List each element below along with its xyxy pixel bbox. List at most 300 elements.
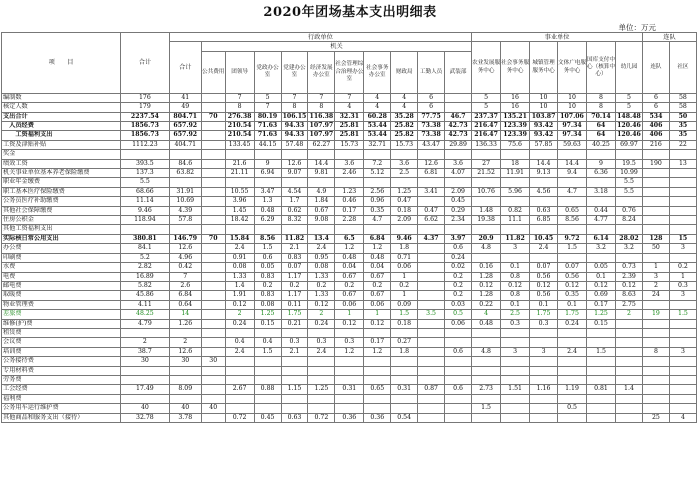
table-cell [558, 150, 587, 159]
table-cell: 1.2 [364, 244, 391, 253]
table-cell [642, 197, 669, 206]
table-cell [418, 178, 445, 187]
table-cell: 4 [364, 103, 391, 112]
table-cell: 40 [201, 404, 225, 413]
table-cell: 44.15 [254, 140, 281, 149]
table-cell: 0.96 [364, 197, 391, 206]
table-cell: 1 [335, 310, 364, 319]
table-cell [169, 225, 201, 234]
table-cell: 1.51 [501, 385, 530, 394]
header-jiguan: 机关 [201, 42, 471, 51]
table-cell: 19.5 [615, 159, 642, 168]
table-cell [642, 328, 669, 337]
table-cell: 9.46 [121, 206, 170, 215]
table-row [2, 338, 697, 347]
table-cell: 71.63 [254, 122, 281, 131]
row-label: 差旅费 [2, 310, 121, 319]
header-sub-2: 团领导 [225, 51, 254, 93]
table-cell [281, 404, 308, 413]
table-cell: 32.78 [121, 413, 170, 422]
table-cell: 9.07 [281, 169, 308, 178]
table-cell: 7 [335, 93, 364, 102]
table-cell: 7 [308, 93, 335, 102]
table-row [2, 206, 697, 215]
table-cell [281, 394, 308, 403]
table-cell [308, 328, 335, 337]
table-cell [587, 150, 616, 159]
table-cell: 0.05 [254, 263, 281, 272]
table-cell: 93.42 [530, 131, 558, 140]
table-cell: 0.36 [335, 413, 364, 422]
table-cell: 64 [587, 122, 616, 131]
table-cell: 0.08 [308, 263, 335, 272]
table-cell [254, 357, 281, 366]
table-row [2, 385, 697, 394]
table-cell [391, 150, 418, 159]
table-row [2, 112, 697, 121]
table-cell: 0.2 [669, 263, 696, 272]
table-cell: 1.33 [308, 272, 335, 281]
table-cell: 1 [364, 310, 391, 319]
table-cell [391, 366, 418, 375]
table-cell [201, 319, 225, 328]
table-row [2, 263, 697, 272]
table-cell: 0.72 [308, 413, 335, 422]
table-cell [445, 404, 472, 413]
table-cell: 0.54 [391, 413, 418, 422]
table-cell [445, 357, 472, 366]
table-cell: 0.5 [558, 404, 587, 413]
table-cell: 8.32 [281, 216, 308, 225]
table-cell [530, 375, 558, 384]
table-cell: 4.7 [364, 216, 391, 225]
table-cell [201, 310, 225, 319]
table-cell: 0.87 [418, 385, 445, 394]
table-cell: 0.15 [254, 319, 281, 328]
table-cell [587, 197, 616, 206]
table-cell: 404.71 [169, 140, 201, 149]
table-cell: 0.03 [445, 300, 472, 309]
table-cell: 1.5 [391, 310, 418, 319]
table-cell: 3 [501, 244, 530, 253]
table-cell: 0.3 [335, 338, 364, 347]
table-cell: 123.39 [501, 122, 530, 131]
table-cell: 2 [121, 338, 170, 347]
table-cell: 137.3 [121, 169, 170, 178]
table-cell: 10.99 [615, 169, 642, 178]
table-row [2, 187, 697, 196]
table-cell [121, 375, 170, 384]
table-cell: 2.67 [225, 385, 254, 394]
table-cell: 0.17 [587, 300, 616, 309]
table-cell [201, 140, 225, 149]
table-cell: 2.28 [335, 216, 364, 225]
table-cell: 8 [587, 103, 616, 112]
table-cell: 0.12 [530, 281, 558, 290]
table-cell [121, 394, 170, 403]
table-row [2, 319, 697, 328]
table-cell [587, 375, 616, 384]
table-cell [364, 328, 391, 337]
table-cell: 68.66 [121, 187, 170, 196]
table-cell: 190 [642, 159, 669, 168]
table-cell: 5.5 [121, 178, 170, 187]
table-cell [391, 394, 418, 403]
table-row [2, 300, 697, 309]
table-cell: 0.48 [364, 253, 391, 262]
table-cell: 0.16 [472, 263, 501, 272]
table-cell: 0.12 [308, 300, 335, 309]
table-cell: 5.82 [121, 281, 170, 290]
table-cell: 2.1 [281, 347, 308, 356]
row-label: 培训费 [2, 347, 121, 356]
table-cell [642, 319, 669, 328]
table-cell [169, 375, 201, 384]
table-cell [558, 375, 587, 384]
header-sub-11: 农业发展服务中心 [472, 42, 501, 93]
table-cell [335, 150, 364, 159]
table-cell: 106.15 [282, 112, 307, 120]
table-cell: 0.46 [335, 197, 364, 206]
table-cell: 1.25 [308, 385, 335, 394]
row-label: 公务用车运行维护费 [2, 404, 121, 413]
table-cell: 0.5 [445, 310, 472, 319]
table-cell [669, 328, 696, 337]
table-cell: 6 [642, 93, 669, 102]
table-cell [225, 150, 254, 159]
table-cell [501, 413, 530, 422]
table-cell: 406 [642, 131, 669, 140]
table-cell [530, 357, 558, 366]
table-row [2, 244, 697, 253]
table-cell [669, 385, 696, 394]
table-cell [615, 357, 642, 366]
table-cell: 0.2 [254, 281, 281, 290]
table-cell: 0.83 [281, 253, 308, 262]
table-cell [501, 225, 530, 234]
table-cell: 9.81 [308, 169, 335, 178]
table-cell [530, 404, 558, 413]
table-cell [201, 263, 225, 272]
table-cell: 30 [121, 357, 170, 366]
table-cell [558, 197, 587, 206]
table-cell [308, 357, 335, 366]
table-cell [445, 93, 472, 102]
row-label: 绩效工资 [2, 159, 121, 168]
table-cell [169, 150, 201, 159]
table-cell: 2.73 [472, 385, 501, 394]
row-label: 工资福利支出 [2, 131, 121, 140]
table-cell: 0.1 [558, 300, 587, 309]
table-cell: 5 [472, 103, 501, 112]
table-cell [201, 225, 225, 234]
table-cell: 97.34 [558, 122, 587, 131]
table-cell: 60.28 [364, 112, 391, 121]
table-cell [501, 328, 530, 337]
table-cell: 17.49 [121, 385, 170, 394]
table-cell: 4.8 [472, 244, 501, 253]
table-cell [530, 178, 558, 187]
table-cell: 133.45 [225, 140, 254, 149]
table-cell [364, 375, 391, 384]
row-label: 其他社会保障缴费 [2, 206, 121, 215]
table-cell: 0.4 [254, 338, 281, 347]
table-cell [530, 413, 558, 422]
table-cell [530, 366, 558, 375]
table-cell: 380.81 [121, 234, 170, 243]
table-cell: 116.38 [309, 112, 334, 120]
table-cell: 0.15 [587, 319, 616, 328]
table-cell: 0.44 [587, 206, 616, 215]
table-cell [558, 394, 587, 403]
table-cell [364, 357, 391, 366]
table-row [2, 357, 697, 366]
table-cell [445, 225, 472, 234]
header-sub-7: 社会事务办公室 [364, 51, 391, 93]
table-row [2, 225, 697, 234]
table-row [2, 347, 697, 356]
table-cell: 4.79 [121, 319, 170, 328]
table-cell: 148.48 [617, 112, 641, 120]
table-cell [501, 197, 530, 206]
table-cell: 70 [201, 234, 225, 243]
table-cell: 29.89 [445, 140, 472, 149]
table-cell: 1.23 [335, 187, 364, 196]
table-cell [472, 225, 501, 234]
table-cell [201, 338, 225, 347]
table-cell: 6.94 [254, 169, 281, 178]
table-cell [418, 244, 445, 253]
table-cell [418, 197, 445, 206]
table-cell [615, 150, 642, 159]
table-cell: 0.8 [501, 291, 530, 300]
table-cell: 0.12 [335, 319, 364, 328]
row-label: 印刷费 [2, 253, 121, 262]
table-cell [669, 187, 696, 196]
table-cell: 93.42 [530, 122, 558, 131]
table-cell [201, 122, 225, 131]
table-cell: 1.75 [281, 310, 308, 319]
table-cell: 12.6 [418, 159, 445, 168]
table-cell [418, 319, 445, 328]
table-cell: 5.5 [615, 178, 642, 187]
table-cell [201, 291, 225, 300]
table-cell: 1.33 [308, 291, 335, 300]
table-cell [587, 413, 616, 422]
row-label: 奖金 [2, 150, 121, 159]
table-cell: 3.97 [445, 234, 472, 243]
table-cell: 35 [669, 122, 696, 131]
table-cell: 0.81 [587, 385, 616, 394]
table-cell: 0.56 [558, 272, 587, 281]
row-label: 办公费 [2, 244, 121, 253]
table-cell [669, 404, 696, 413]
table-cell: 16.89 [121, 272, 170, 281]
table-cell: 0.76 [615, 206, 642, 215]
table-cell: 1.15 [281, 385, 308, 394]
table-cell [472, 357, 501, 366]
table-cell: 4 [669, 413, 696, 422]
table-cell [391, 404, 418, 413]
table-cell: 2.5 [391, 169, 418, 178]
header-liansheng: 连队 [642, 33, 696, 42]
table-cell: 18.42 [225, 216, 254, 225]
table-cell: 50 [669, 112, 696, 121]
table-cell [472, 328, 501, 337]
table-cell: 0.48 [472, 319, 501, 328]
table-cell [281, 366, 308, 375]
table-cell: 4.54 [281, 187, 308, 196]
table-cell: 0.12 [364, 319, 391, 328]
table-cell [201, 178, 225, 187]
table-cell [308, 375, 335, 384]
table-cell [615, 347, 642, 356]
table-cell: 0.07 [558, 263, 587, 272]
table-cell: 128 [642, 234, 669, 243]
table-cell [669, 197, 696, 206]
table-cell [254, 366, 281, 375]
table-cell: 0.3 [501, 319, 530, 328]
table-cell: 64 [587, 131, 616, 140]
table-cell [418, 328, 445, 337]
table-cell: 107.06 [558, 112, 587, 121]
table-cell [201, 197, 225, 206]
table-cell: 12.6 [169, 244, 201, 253]
table-cell [308, 150, 335, 159]
header-sub-5: 经济发展办公室 [308, 51, 335, 93]
table-cell [501, 338, 530, 347]
table-cell [335, 394, 364, 403]
table-cell: 2.4 [558, 347, 587, 356]
table-cell: 0.12 [225, 300, 254, 309]
table-cell: 2.6 [169, 281, 201, 290]
table-cell [558, 413, 587, 422]
table-cell: 0.31 [335, 385, 364, 394]
table-cell [201, 328, 225, 337]
table-cell [642, 366, 669, 375]
table-cell: 0.6 [445, 347, 472, 356]
table-cell: 16 [501, 93, 530, 102]
table-cell: 0.12 [615, 281, 642, 290]
row-label: 劳务费 [2, 375, 121, 384]
table-cell [418, 291, 445, 300]
table-cell [418, 300, 445, 309]
table-cell [615, 394, 642, 403]
table-cell: 0.18 [391, 319, 418, 328]
table-cell [615, 197, 642, 206]
table-cell [418, 263, 445, 272]
table-cell: 0.2 [391, 281, 418, 290]
table-cell: 10.76 [472, 187, 501, 196]
table-cell: 3 [669, 244, 696, 253]
table-cell: 123.39 [501, 131, 530, 140]
table-cell [201, 187, 225, 196]
table-cell [669, 225, 696, 234]
table-cell: 9.46 [391, 234, 418, 243]
table-cell [201, 272, 225, 281]
table-cell: 0.24 [225, 319, 254, 328]
header-xiangmu: 项 目 [2, 33, 121, 94]
table-cell: 2.34 [445, 216, 472, 225]
table-cell: 0.24 [445, 253, 472, 262]
table-cell: 84.6 [169, 159, 201, 168]
table-cell: 0.47 [391, 197, 418, 206]
table-cell: 11.91 [501, 169, 530, 178]
table-cell: 1.5 [254, 244, 281, 253]
table-row [2, 281, 697, 290]
table-cell [501, 253, 530, 262]
header-sub-3: 党政办公室 [254, 51, 281, 93]
table-cell: 4.37 [418, 234, 445, 243]
table-cell: 8.56 [254, 234, 281, 243]
table-cell [669, 216, 696, 225]
table-cell: 0.67 [335, 272, 364, 281]
table-cell: 97.34 [558, 131, 587, 140]
table-cell [308, 366, 335, 375]
table-cell [201, 169, 225, 178]
table-cell [530, 328, 558, 337]
unit-label: 单位：万元 [618, 23, 656, 32]
table-cell: 1.28 [472, 272, 501, 281]
table-cell [501, 150, 530, 159]
table-cell: 1856.73 [121, 131, 170, 140]
table-cell [201, 131, 225, 140]
table-cell [445, 338, 472, 347]
table-cell: 3.6 [335, 159, 364, 168]
table-cell: 15 [669, 234, 696, 243]
table-cell [587, 253, 616, 262]
table-cell [669, 375, 696, 384]
table-row [2, 93, 697, 102]
table-cell: 7 [254, 103, 281, 112]
table-cell [121, 225, 170, 234]
table-cell: 6.81 [418, 169, 445, 178]
table-cell: 35.28 [391, 112, 418, 121]
header-sub-16: 幼儿园 [615, 42, 642, 93]
table-cell [418, 347, 445, 356]
row-label: 专用材料费 [2, 366, 121, 375]
table-cell: 1.84 [308, 197, 335, 206]
header-sub-9: 工勤人员 [418, 51, 445, 93]
table-cell: 6.85 [530, 216, 558, 225]
header-sub-8: 财政局 [391, 51, 418, 93]
table-cell [615, 328, 642, 337]
table-cell [201, 159, 225, 168]
row-label: 福利费 [2, 394, 121, 403]
table-cell: 0.45 [254, 413, 281, 422]
table-cell: 84.1 [121, 244, 170, 253]
table-cell: 19.38 [472, 216, 501, 225]
table-cell: 1.28 [472, 291, 501, 300]
table-cell: 41 [169, 93, 201, 102]
table-cell: 2.4 [225, 347, 254, 356]
table-cell: 2237.54 [121, 112, 170, 121]
table-row [2, 253, 697, 262]
table-cell: 3 [669, 347, 696, 356]
row-label: 公务员医疗补助缴费 [2, 197, 121, 206]
table-cell: 1 [642, 263, 669, 272]
table-cell [445, 366, 472, 375]
table-cell [335, 404, 364, 413]
table-cell: 0.1 [501, 300, 530, 309]
row-label: 住房公积金 [2, 216, 121, 225]
table-cell: 1112.23 [121, 140, 170, 149]
table-cell: 6 [418, 103, 445, 112]
table-cell: 9.13 [530, 169, 558, 178]
table-cell: 8 [642, 347, 669, 356]
table-cell [201, 366, 225, 375]
table-cell [501, 375, 530, 384]
